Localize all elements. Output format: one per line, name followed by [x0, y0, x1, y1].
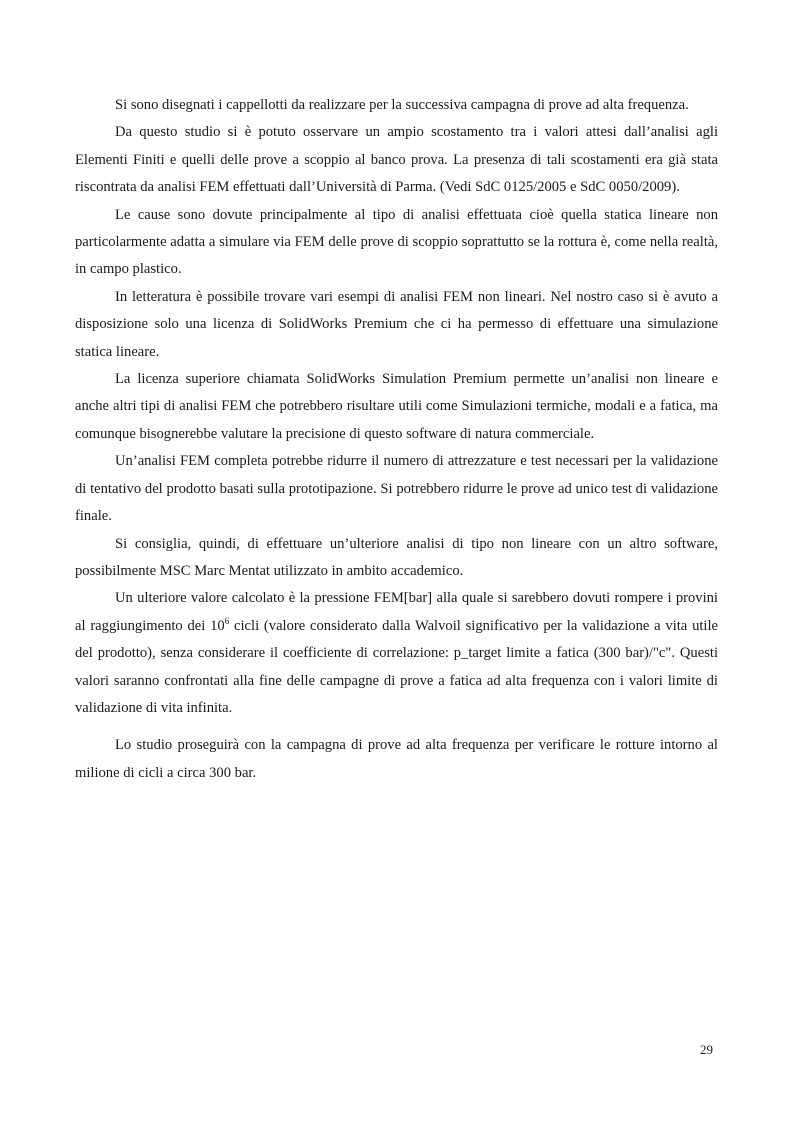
pressione-text-start: Un ulteriore valore calcolato è la pressione FEM[bar] alla quale si sarebbero dovuti rompere i provini al raggiungimento dei 10 [75, 590, 718, 634]
page-number: 29 [700, 1042, 713, 1057]
paragraph-conclusione: Lo studio proseguirà con la campagna di prove ad alta frequenza per verificare le rotture intorno al milione di cicli a circa 300 bar. [75, 737, 718, 781]
exponent: 6 [224, 615, 230, 626]
paragraph-cappellotti: Si sono disegnati i cappellotti da realizzare per la successiva campagna di prove ad alta frequenza. [115, 97, 689, 113]
paragraph-cause: Le cause sono dovute principalmente al tipo di analisi effettuata cioè quella statica lineare non particolarmente adatta a simulare via FEM delle prove di scoppio soprattutto se la rottura è, come nella realtà, in campo plastico. [75, 206, 718, 278]
page-body [75, 92, 718, 787]
paragraph-consiglio: Si consiglia, quindi, di effettuare un’ulteriore analisi di tipo non lineare con un altro software, possibilmente MSC Marc Mentat utilizzato in ambito accademico. [75, 535, 718, 579]
pressione-text-end: cicli (valore considerato dalla Walvoil significativo per la validazione a vita utile del prodotto), senza considerare il coefficiente di correlazione: p_target limite a fatica (300 bar)/"c". Questi valori saranno confrontati alla fine delle campagne di prove a fatica ad alta frequenza con i valori limite di validazione di vita infinita. [75, 617, 719, 716]
paragraph-scostamento: Da questo studio si è potuto osservare un ampio scostamento tra i valori attesi dall’analisi agli Elementi Finiti e quelli delle prove a scoppio al banco prova. La presenza di tali scostamenti era già stata riscontrata da analisi FEM effettuati dall’Università di Parma. (Vedi SdC 0125/2005 e SdC 0050/2009). [75, 124, 718, 196]
paragraph-licenza: La licenza superiore chiamata SolidWorks Simulation Premium permette un’analisi non lineare e anche altri tipi di analisi FEM che potrebbero risultare utili come Simulazioni termiche, modali e a fatica, ma comunque bisognerebbe valutare la precisione di questo software di natura commerciale. [75, 371, 718, 442]
paragraph-pressione-fem [75, 585, 718, 722]
paragraph-analisi-completa: Un’analisi FEM completa potrebbe ridurre il numero di attrezzature e test necessari per la validazione di tentativo del prodotto basati sulla prototipazione. Si potrebbero ridurre le prove ad unico test di validazione finale. [75, 453, 718, 525]
paragraph-letteratura: In letteratura è possibile trovare vari esempi di analisi FEM non lineari. Nel nostro caso si è avuto a disposizione solo una licenza di SolidWorks Premium che ci ha permesso di effettuare una simulazione statica lineare. [75, 288, 718, 360]
